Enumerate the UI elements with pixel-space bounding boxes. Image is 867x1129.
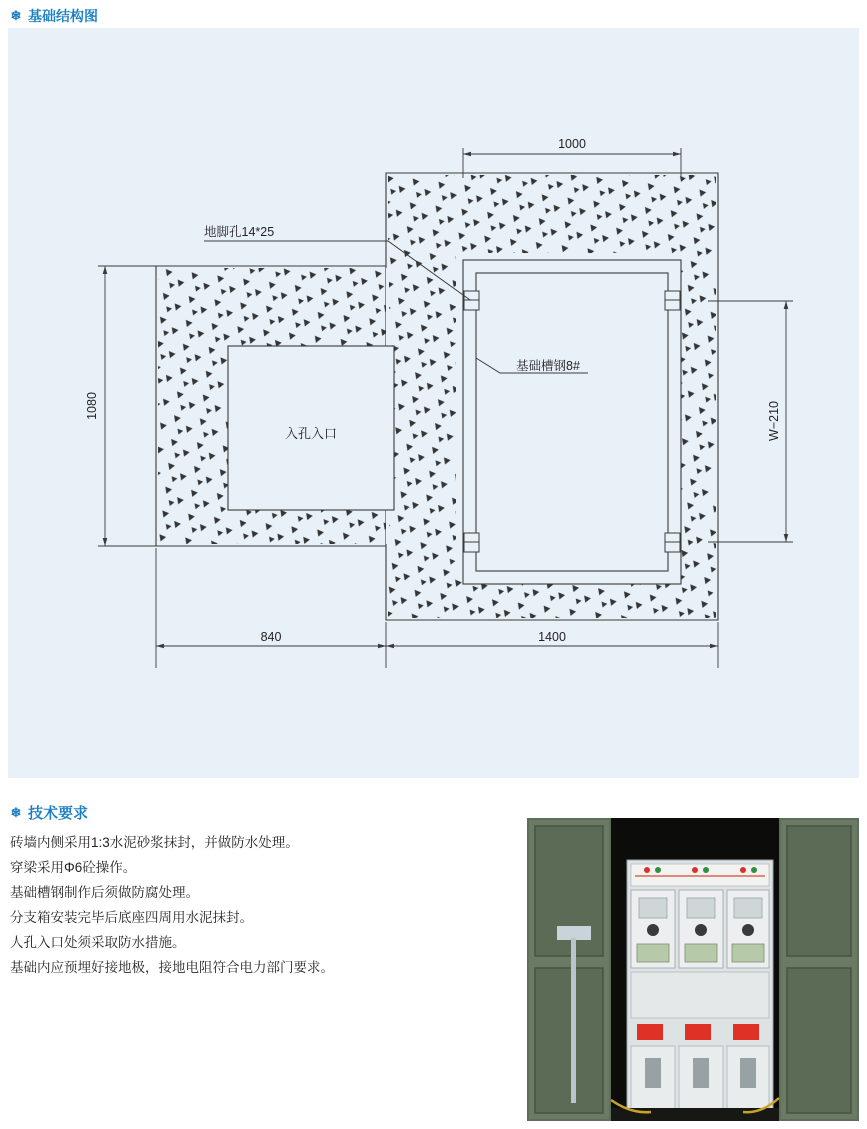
list-item: 人孔入口处须采取防水措施。: [10, 935, 186, 950]
tech-section-title-label: 技术要求: [28, 805, 89, 822]
foundation-section-title: [0, 6, 98, 26]
manhole-opening: [228, 346, 394, 510]
dimension-bottom-left-label: 840: [260, 630, 282, 644]
tech-section-title: [0, 802, 88, 823]
switchgear-cabinet-photo: [527, 818, 859, 1121]
anchor-hole-label: 地脚孔14*25: [204, 225, 275, 239]
manhole-label: 入孔入口: [284, 426, 338, 441]
foundation-diagram-svg: [8, 28, 859, 778]
photo-illustration: [527, 818, 859, 1121]
dimension-right-label: W−210: [767, 401, 781, 441]
flower-bullet-icon: ❄: [10, 8, 22, 23]
list-item: 基础槽钢制作后须做防腐处理。: [10, 885, 199, 900]
list-item: 基础内应预埋好接地极，接地电阻符合电力部门要求。: [10, 960, 334, 975]
foundation-diagram-panel: [8, 28, 859, 778]
channel-steel-label: 基础槽钢8#: [516, 359, 580, 373]
flower-bullet-icon: ❄: [10, 804, 22, 820]
dimension-top-label: 1000: [558, 137, 586, 151]
list-item: 分支箱安装完毕后底座四周用水泥抹封。: [10, 910, 253, 925]
list-item: 穿梁采用Φ6砼操作。: [10, 860, 137, 875]
dimension-left-label: 1080: [85, 392, 99, 420]
dimension-bottom-right-label: 1400: [538, 630, 566, 644]
tech-requirements-list: [10, 830, 510, 980]
foundation-section-title-label: 基础结构图: [28, 8, 98, 24]
list-item: 砖墙内侧采用1:3水泥砂浆抹封，并做防水处理。: [10, 835, 299, 850]
dimension-left: [98, 266, 160, 546]
channel-steel-frame: [463, 260, 681, 584]
